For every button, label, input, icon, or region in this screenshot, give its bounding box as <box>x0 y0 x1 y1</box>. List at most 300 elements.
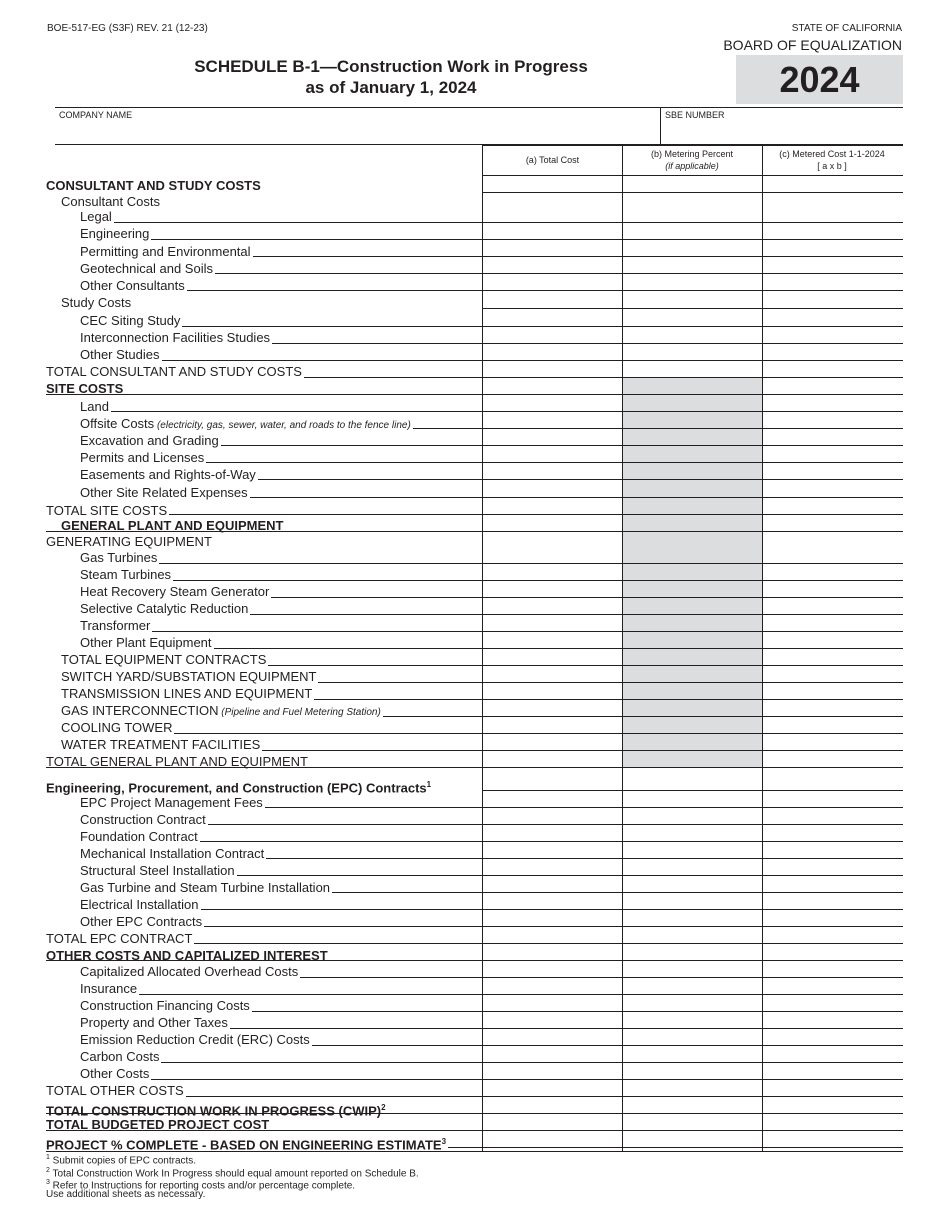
cell-a[interactable] <box>483 876 621 892</box>
row-label <box>80 209 112 224</box>
cell-c[interactable] <box>763 429 901 445</box>
cell-c[interactable] <box>763 768 901 790</box>
cell-a[interactable] <box>483 176 621 192</box>
row-label-text: CEC Siting Study <box>80 313 181 328</box>
cell-c[interactable] <box>763 808 901 824</box>
leader-line <box>208 824 482 825</box>
row-label-text: Electrical Installation <box>80 897 199 912</box>
leader-line <box>214 648 482 649</box>
cell-a[interactable] <box>483 734 621 750</box>
cell-a[interactable] <box>483 1012 621 1028</box>
cell-c[interactable] <box>763 961 901 977</box>
metering-na-shade <box>623 377 762 767</box>
leader-line <box>266 858 482 859</box>
cell-c[interactable] <box>763 463 901 479</box>
row-label-text: OTHER COSTS AND CAPITALIZED INTEREST <box>46 948 328 963</box>
row-label-text: TOTAL GENERAL PLANT AND EQUIPMENT <box>46 754 308 769</box>
state-label: STATE OF CALIFORNIA <box>791 23 902 34</box>
cell-a[interactable] <box>483 291 621 308</box>
cell-a[interactable] <box>483 700 621 716</box>
leader-line <box>161 1062 482 1063</box>
row-label-text: Other Plant Equipment <box>80 635 212 650</box>
row-label <box>46 364 302 379</box>
cell-c[interactable] <box>763 1080 901 1096</box>
cell-a[interactable] <box>483 825 621 841</box>
cell-c[interactable] <box>763 825 901 841</box>
row-label <box>80 399 109 414</box>
table-row-rule <box>482 1147 903 1148</box>
leader-line <box>250 497 482 498</box>
row-label-text: Offsite Costs <box>80 416 155 431</box>
row-label <box>80 450 204 465</box>
row-label-note: (electricity, gas, sewer, water, and roads to the fence line) <box>154 420 411 431</box>
cell-c[interactable] <box>763 859 901 875</box>
cell-a[interactable] <box>483 378 621 394</box>
leader-line <box>186 1096 482 1097</box>
row-label-text: Construction Contract <box>80 812 206 827</box>
cell-a[interactable] <box>483 429 621 445</box>
row-label-text: PROJECT % COMPLETE - BASED ON ENGINEERING ESTIMATE <box>46 1137 442 1153</box>
cell-c[interactable] <box>763 498 901 514</box>
leader-line <box>182 326 482 327</box>
row-label <box>80 964 298 979</box>
leader-line <box>162 360 482 361</box>
cell-a[interactable] <box>483 1131 621 1147</box>
leader-line <box>310 767 482 768</box>
cell-a[interactable] <box>483 1063 621 1079</box>
leader-line <box>271 597 482 598</box>
row-label <box>80 863 235 878</box>
leader-line <box>204 926 482 927</box>
board-label: BOARD OF EQUALIZATION <box>723 37 902 53</box>
cell-c[interactable] <box>763 1029 901 1045</box>
row-label-text: Other Consultants <box>80 278 185 293</box>
row-label-text: GAS INTERCONNECTION <box>61 703 219 718</box>
cell-a[interactable] <box>483 412 621 428</box>
cell-c[interactable] <box>763 751 901 767</box>
cell-a[interactable] <box>483 309 621 326</box>
leader-line <box>304 377 482 378</box>
row-label <box>46 1134 446 1152</box>
cell-a[interactable] <box>483 598 621 614</box>
footnote-1: $^1$ Submit copies of EPC contracts. <box>46 1154 197 1167</box>
cell-c[interactable] <box>763 1046 901 1062</box>
cell-c[interactable] <box>763 344 901 360</box>
row-label <box>80 485 248 500</box>
col-header-top-rule <box>482 145 903 146</box>
cell-a[interactable] <box>483 666 621 682</box>
row-footnote-ref: 2 <box>381 1103 386 1112</box>
cell-c[interactable] <box>763 378 901 394</box>
cell-c[interactable] <box>763 876 901 892</box>
row-label <box>80 244 251 259</box>
leader-line <box>250 614 482 615</box>
cell-a[interactable] <box>483 395 621 411</box>
row-label-text: CONSULTANT AND STUDY COSTS <box>46 178 261 193</box>
leader-line <box>300 977 482 978</box>
row-label-text: Structural Steel Installation <box>80 863 235 878</box>
cell-c[interactable] <box>763 1012 901 1028</box>
cell-c[interactable] <box>763 327 901 343</box>
cell-c[interactable] <box>763 1063 901 1079</box>
cell-a[interactable] <box>483 927 621 943</box>
leader-line <box>230 1028 482 1029</box>
row-label <box>46 178 261 193</box>
col-c-formula: [ a x b ] <box>817 161 847 171</box>
cell-a[interactable] <box>483 463 621 479</box>
cell-c[interactable] <box>763 257 901 273</box>
leader-line <box>151 239 482 240</box>
cell-c[interactable] <box>763 893 901 909</box>
cell-a[interactable] <box>483 274 621 290</box>
leader-line <box>187 290 482 291</box>
cell-c[interactable] <box>763 176 901 192</box>
row-label <box>80 998 250 1013</box>
year-box: 2024 <box>736 55 903 104</box>
row-label <box>80 795 263 810</box>
row-label <box>46 534 212 549</box>
cell-a[interactable] <box>483 859 621 875</box>
row-label-text: Heat Recovery Steam Generator <box>80 584 270 599</box>
leader-line <box>173 580 482 581</box>
row-label <box>61 720 172 735</box>
row-label-text: TOTAL CONSULTANT AND STUDY COSTS <box>46 364 302 379</box>
row-label <box>80 812 206 827</box>
row-label <box>61 295 131 310</box>
leader-line <box>314 699 482 700</box>
row-label <box>80 880 330 895</box>
leader-line <box>413 428 482 429</box>
cell-a[interactable] <box>483 751 621 767</box>
footnote-2: $^2$ Total Construction Work In Progress should equal amount reported on Schedule B. <box>46 1167 419 1180</box>
cell-a[interactable] <box>483 1097 621 1113</box>
cell-a[interactable] <box>483 1080 621 1096</box>
cell-a[interactable] <box>483 910 621 926</box>
cell-a[interactable] <box>483 944 621 960</box>
cell-a[interactable] <box>483 1046 621 1062</box>
cell-c[interactable] <box>763 978 901 994</box>
cell-c[interactable] <box>763 395 901 411</box>
row-label <box>80 897 199 912</box>
col-c-header <box>762 148 902 172</box>
row-label-text: TRANSMISSION LINES AND EQUIPMENT <box>61 686 313 701</box>
top-rule <box>55 107 903 108</box>
leader-line <box>174 733 482 734</box>
row-label <box>46 754 308 769</box>
cell-a[interactable] <box>483 1029 621 1045</box>
leader-line <box>258 479 482 480</box>
row-label <box>61 652 266 667</box>
row-label <box>61 669 316 684</box>
cell-a[interactable] <box>483 532 621 563</box>
cell-c[interactable] <box>763 700 901 716</box>
company-name-field[interactable] <box>59 122 657 142</box>
cell-a[interactable] <box>483 791 621 807</box>
row-label-text: Land <box>80 399 109 414</box>
leader-line <box>332 892 482 893</box>
cell-c[interactable] <box>763 791 901 807</box>
row-label-text: Transformer <box>80 618 151 633</box>
row-label <box>61 703 381 720</box>
cell-c[interactable] <box>763 274 901 290</box>
cell-c[interactable] <box>763 361 901 377</box>
cell-c[interactable] <box>763 944 901 960</box>
leader-line <box>272 343 482 344</box>
row-label <box>80 433 219 448</box>
leader-line <box>194 943 482 944</box>
row-label-text: Other EPC Contracts <box>80 914 203 929</box>
row-label-text: TOTAL EQUIPMENT CONTRACTS <box>61 652 267 667</box>
row-label-text: Engineering, Procurement, and Construction (EPC) Contracts <box>46 780 427 796</box>
row-label-text: Engineering <box>80 226 150 241</box>
cell-a[interactable] <box>483 344 621 360</box>
cell-a[interactable] <box>483 649 621 665</box>
row-label-text: Excavation and Grading <box>80 433 219 448</box>
row-footnote-ref: 1 <box>426 780 432 789</box>
row-label <box>80 330 270 345</box>
row-label <box>46 381 123 396</box>
schedule-title: SCHEDULE B-1—Construction Work in Progress <box>194 57 588 76</box>
cell-c[interactable] <box>763 1114 901 1130</box>
row-label-text: GENERATING EQUIPMENT <box>46 534 212 549</box>
cell-c[interactable] <box>763 291 901 308</box>
row-label-text: Legal <box>80 209 112 224</box>
leader-line <box>271 1130 482 1131</box>
row-label <box>80 846 264 861</box>
row-label-text: Easements and Rights-of-Way <box>80 467 256 482</box>
row-label-note: (Pipeline and Fuel Metering Station) <box>218 707 381 718</box>
row-label-text: TOTAL BUDGETED PROJECT COST <box>46 1117 270 1132</box>
row-label-text: GENERAL PLANT AND EQUIPMENT <box>61 518 284 533</box>
cell-a[interactable] <box>483 361 621 377</box>
cell-a[interactable] <box>483 223 621 239</box>
cell-c[interactable] <box>763 193 901 222</box>
cell-a[interactable] <box>483 498 621 514</box>
row-label <box>80 829 198 844</box>
row-label <box>80 313 180 328</box>
leader-line <box>388 1113 482 1114</box>
col-b-title: (b) Metering Percent <box>650 149 734 159</box>
row-label <box>61 686 312 701</box>
cell-a[interactable] <box>483 683 621 699</box>
cell-a[interactable] <box>483 893 621 909</box>
cell-c[interactable] <box>763 515 901 531</box>
cell-c[interactable] <box>763 632 901 648</box>
cell-c[interactable] <box>763 240 901 256</box>
cell-c[interactable] <box>763 910 901 926</box>
cell-c[interactable] <box>763 480 901 497</box>
row-label <box>80 1032 310 1047</box>
row-label <box>80 635 212 650</box>
row-label-text: SWITCH YARD/SUBSTATION EQUIPMENT <box>61 669 317 684</box>
cell-a[interactable] <box>483 961 621 977</box>
cell-a[interactable] <box>483 768 621 790</box>
leader-line <box>201 909 482 910</box>
footnote-3: $^3$ Refer to Instructions for reporting costs and/or percentage complete. <box>46 1179 356 1192</box>
row-label <box>46 1100 386 1118</box>
cell-c[interactable] <box>763 615 901 631</box>
cell-c[interactable] <box>763 309 901 326</box>
row-label <box>80 584 269 599</box>
row-label <box>80 914 202 929</box>
leader-line <box>215 273 482 274</box>
cell-a[interactable] <box>483 446 621 462</box>
cell-a[interactable] <box>483 1114 621 1130</box>
col-a-header: (a) Total Cost <box>525 155 580 165</box>
row-label <box>46 948 328 963</box>
leader-line <box>312 1045 482 1046</box>
cell-c[interactable] <box>763 446 901 462</box>
row-label-text: Gas Turbines <box>80 550 158 565</box>
cell-c[interactable] <box>763 717 901 733</box>
cell-c[interactable] <box>763 666 901 682</box>
cell-c[interactable] <box>763 581 901 597</box>
row-label-text: WATER TREATMENT FACILITIES <box>61 737 261 752</box>
cell-c[interactable] <box>763 995 901 1011</box>
cell-a[interactable] <box>483 240 621 256</box>
row-label-text: Selective Catalytic Reduction <box>80 601 249 616</box>
cell-c[interactable] <box>763 223 901 239</box>
leader-line <box>265 807 482 808</box>
row-label-text: TOTAL SITE COSTS <box>46 503 168 518</box>
cell-a[interactable] <box>483 480 621 497</box>
leader-line <box>151 1079 482 1080</box>
col-c-title: (c) Metered Cost 1-1-2024 <box>779 149 885 159</box>
row-label-text: SITE COSTS <box>46 381 124 396</box>
row-label-text: Capitalized Allocated Overhead Costs <box>80 964 299 979</box>
leader-line <box>139 994 482 995</box>
cell-c[interactable] <box>763 564 901 580</box>
row-label <box>80 550 157 565</box>
row-label-text: EPC Project Management Fees <box>80 795 263 810</box>
leader-line <box>206 462 482 463</box>
cell-c[interactable] <box>763 734 901 750</box>
leader-line <box>159 563 482 564</box>
leader-line <box>253 256 482 257</box>
cell-c[interactable] <box>763 1131 901 1147</box>
col-b-note: (if applicable) <box>665 161 719 171</box>
row-label-text: Interconnection Facilities Studies <box>80 330 271 345</box>
leader-line <box>111 411 482 412</box>
row-label <box>80 467 256 482</box>
leader-line <box>448 1147 482 1148</box>
cell-c[interactable] <box>763 842 901 858</box>
cell-a[interactable] <box>483 978 621 994</box>
cell-c[interactable] <box>763 927 901 943</box>
cell-a[interactable] <box>483 581 621 597</box>
cell-a[interactable] <box>483 564 621 580</box>
cell-a[interactable] <box>483 632 621 648</box>
cell-c[interactable] <box>763 1097 901 1113</box>
cell-a[interactable] <box>483 257 621 273</box>
cell-c[interactable] <box>763 649 901 665</box>
row-label <box>80 226 149 241</box>
leader-line <box>221 445 482 446</box>
row-label <box>46 931 192 946</box>
cell-a[interactable] <box>483 193 621 222</box>
row-label <box>46 1083 184 1098</box>
row-label-text: Other Site Related Expenses <box>80 485 248 500</box>
row-label <box>80 618 150 633</box>
row-label-text: Property and Other Taxes <box>80 1015 228 1030</box>
cell-a[interactable] <box>483 615 621 631</box>
cell-a[interactable] <box>483 327 621 343</box>
row-label-text: Gas Turbine and Steam Turbine Installation <box>80 880 331 895</box>
row-label-text: Geotechnical and Soils <box>80 261 213 276</box>
row-label <box>80 567 171 582</box>
form-id: BOE-517-EG (S3F) REV. 21 (12-23) <box>47 23 208 34</box>
row-footnote-ref: 3 <box>441 1137 447 1146</box>
leader-line <box>318 682 482 683</box>
row-label-text: Mechanical Installation Contract <box>80 846 265 861</box>
row-label-text: Study Costs <box>61 295 132 310</box>
cell-a[interactable] <box>483 808 621 824</box>
row-label-text: TOTAL CONSTRUCTION WORK IN PROGRESS (CWIP) <box>46 1103 382 1119</box>
row-label-text: Construction Financing Costs <box>80 998 250 1013</box>
leader-line <box>237 875 482 876</box>
row-label <box>46 503 167 518</box>
leader-line <box>383 716 482 717</box>
cell-a[interactable] <box>483 842 621 858</box>
leader-line <box>262 750 482 751</box>
cell-a[interactable] <box>483 717 621 733</box>
row-label <box>80 261 213 276</box>
cell-c[interactable] <box>763 532 901 563</box>
row-label-text: COOLING TOWER <box>61 720 173 735</box>
row-label <box>80 981 137 996</box>
row-label-text: Carbon Costs <box>80 1049 160 1064</box>
row-label <box>80 1015 228 1030</box>
row-label-text: Insurance <box>80 981 138 996</box>
leader-line <box>169 514 482 515</box>
company-name-label: COMPANY NAME <box>59 110 133 120</box>
row-label <box>80 1066 149 1081</box>
cell-c[interactable] <box>763 683 901 699</box>
row-label <box>61 518 283 533</box>
field-divider <box>660 107 661 144</box>
col-b-header <box>622 148 762 172</box>
row-label <box>80 416 411 433</box>
leader-line <box>268 665 482 666</box>
row-label <box>80 601 248 616</box>
row-label <box>61 737 260 752</box>
row-label <box>61 194 160 209</box>
row-label-text: Foundation Contract <box>80 829 198 844</box>
cell-a[interactable] <box>483 995 621 1011</box>
row-label <box>80 347 160 362</box>
row-label-text: TOTAL OTHER COSTS <box>46 1083 184 1098</box>
row-label <box>80 1049 159 1064</box>
cell-c[interactable] <box>763 412 901 428</box>
row-label-text: Consultant Costs <box>61 194 160 209</box>
row-label-text: Other Costs <box>80 1066 150 1081</box>
row-label <box>80 278 185 293</box>
row-label-text: Emission Reduction Credit (ERC) Costs <box>80 1032 310 1047</box>
row-label <box>46 1117 269 1132</box>
row-label-text: TOTAL EPC CONTRACT <box>46 931 193 946</box>
row-label-text: Steam Turbines <box>80 567 172 582</box>
cell-c[interactable] <box>763 598 901 614</box>
sbe-number-label: SBE NUMBER <box>665 110 725 120</box>
cell-a[interactable] <box>483 515 621 531</box>
schedule-subtitle: as of January 1, 2024 <box>305 78 477 97</box>
footnote-additional: Use additional sheets as necessary. <box>46 1189 206 1200</box>
leader-line <box>152 631 482 632</box>
leader-line <box>252 1011 482 1012</box>
sbe-number-field[interactable] <box>665 122 901 142</box>
row-label-text: Permits and Licenses <box>80 450 205 465</box>
row-label-text: Other Studies <box>80 347 160 362</box>
